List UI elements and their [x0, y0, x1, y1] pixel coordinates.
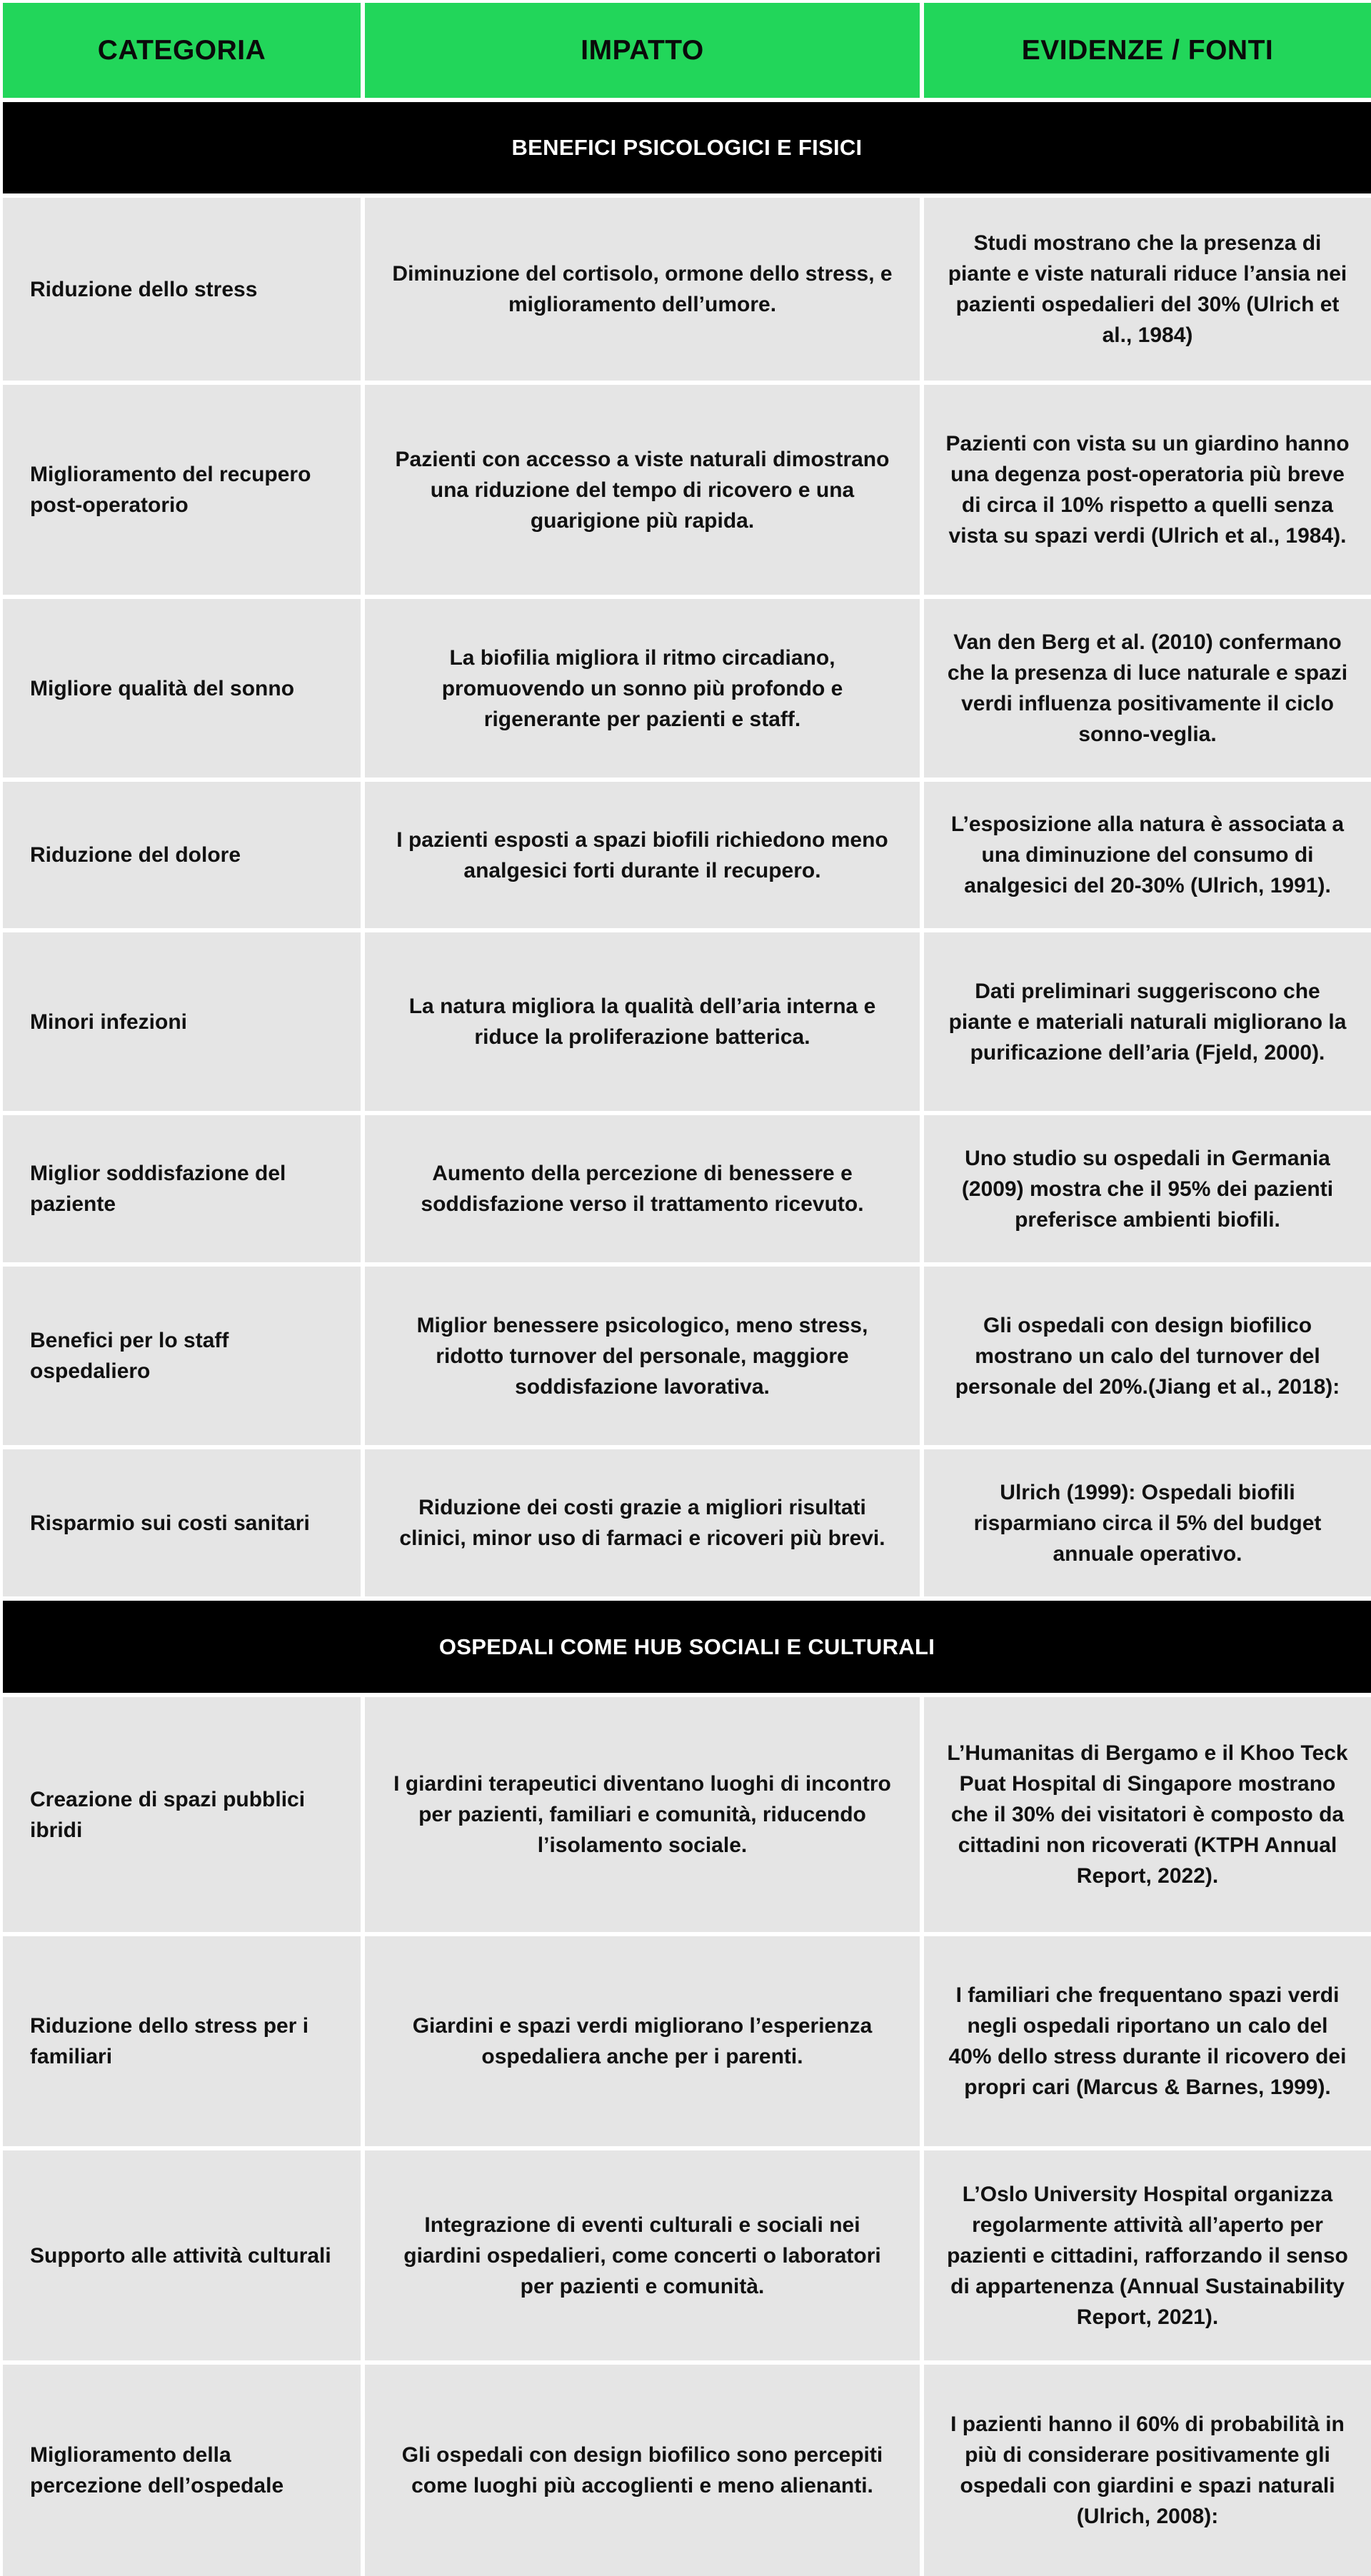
cell-categoria: Miglioramento del recupero post-operatorio: [3, 385, 361, 595]
header-impatto: IMPATTO: [365, 3, 920, 98]
cell-impatto: La biofilia migliora il ritmo circadiano, promuovendo un sonno più profondo e rigenerante per pazienti e staff.: [365, 599, 920, 778]
cell-impatto: Integrazione di eventi culturali e sociali nei giardini ospedalieri, come concerti o laboratori per pazienti e comunità.: [365, 2150, 920, 2360]
cell-categoria: Riduzione dello stress: [3, 198, 361, 381]
cell-categoria: Supporto alle attività culturali: [3, 2150, 361, 2360]
cell-categoria: Risparmio sui costi sanitari: [3, 1449, 361, 1596]
cell-impatto: Miglior benessere psicologico, meno stress, ridotto turnover del personale, maggiore soddisfazione lavorativa.: [365, 1267, 920, 1445]
header-categoria: CATEGORIA: [3, 3, 361, 98]
section-title: OSPEDALI COME HUB SOCIALI E CULTURALI: [3, 1601, 1371, 1693]
cell-impatto: Aumento della percezione di benessere e soddisfazione verso il trattamento ricevuto.: [365, 1115, 920, 1262]
cell-evidenze: Uno studio su ospedali in Germania (2009) mostra che il 95% dei pazienti preferisce ambienti biofili.: [924, 1115, 1371, 1262]
cell-evidenze: L’esposizione alla natura è associata a una diminuzione del consumo di analgesici del 20-30% (Ulrich, 1991).: [924, 782, 1371, 928]
cell-impatto: Pazienti con accesso a viste naturali dimostrano una riduzione del tempo di ricovero e una guarigione più rapida.: [365, 385, 920, 595]
cell-impatto: I giardini terapeutici diventano luoghi di incontro per pazienti, familiari e comunità, riducendo l’isolamento sociale.: [365, 1697, 920, 1932]
cell-evidenze: I familiari che frequentano spazi verdi negli ospedali riportano un calo del 40% dello stress durante il ricovero dei propri cari (Marcus & Barnes, 1999).: [924, 1936, 1371, 2146]
cell-impatto: Giardini e spazi verdi migliorano l’esperienza ospedaliera anche per i parenti.: [365, 1936, 920, 2146]
cell-impatto: La natura migliora la qualità dell’aria interna e riduce la proliferazione batterica.: [365, 932, 920, 1111]
cell-impatto: Riduzione dei costi grazie a migliori risultati clinici, minor uso di farmaci e ricoveri più brevi.: [365, 1449, 920, 1596]
cell-impatto: Gli ospedali con design biofilico sono percepiti come luoghi più accoglienti e meno alienanti.: [365, 2365, 920, 2576]
cell-evidenze: Studi mostrano che la presenza di piante e viste naturali riduce l’ansia nei pazienti ospedalieri del 30% (Ulrich et al., 1984): [924, 198, 1371, 381]
cell-categoria: Migliore qualità del sonno: [3, 599, 361, 778]
cell-evidenze: Pazienti con vista su un giardino hanno una degenza post-operatoria più breve di circa il 10% rispetto a quelli senza vista su spazi verdi (Ulrich et al., 1984).: [924, 385, 1371, 595]
cell-categoria: Miglior soddisfazione del paziente: [3, 1115, 361, 1262]
cell-categoria: Creazione di spazi pubblici ibridi: [3, 1697, 361, 1932]
header-evidenze: EVIDENZE / FONTI: [924, 3, 1371, 98]
cell-evidenze: L’Humanitas di Bergamo e il Khoo Teck Puat Hospital di Singapore mostrano che il 30% dei visitatori è composto da cittadini non ricoverati (KTPH Annual Report, 2022).: [924, 1697, 1371, 1932]
cell-categoria: Miglioramento della percezione dell’ospedale: [3, 2365, 361, 2576]
cell-categoria: Riduzione dello stress per i familiari: [3, 1936, 361, 2146]
cell-evidenze: Ulrich (1999): Ospedali biofili risparmiano circa il 5% del budget annuale operativo.: [924, 1449, 1371, 1596]
cell-categoria: Riduzione del dolore: [3, 782, 361, 928]
cell-evidenze: Van den Berg et al. (2010) confermano che la presenza di luce naturale e spazi verdi influenza positivamente il ciclo sonno-veglia.: [924, 599, 1371, 778]
cell-evidenze: L’Oslo University Hospital organizza regolarmente attività all’aperto per pazienti e cittadini, rafforzando il senso di appartenenza (Annual Sustainability Report, 2021).: [924, 2150, 1371, 2360]
cell-impatto: I pazienti esposti a spazi biofili richiedono meno analgesici forti durante il recupero.: [365, 782, 920, 928]
cell-categoria: Minori infezioni: [3, 932, 361, 1111]
section-title: BENEFICI PSICOLOGICI E FISICI: [3, 102, 1371, 193]
cell-evidenze: Gli ospedali con design biofilico mostrano un calo del turnover del personale del 20%.(Jiang et al., 2018):: [924, 1267, 1371, 1445]
cell-evidenze: Dati preliminari suggeriscono che piante e materiali naturali migliorano la purificazione dell’aria (Fjeld, 2000).: [924, 932, 1371, 1111]
cell-categoria: Benefici per lo staff ospedaliero: [3, 1267, 361, 1445]
cell-evidenze: I pazienti hanno il 60% di probabilità in più di considerare positivamente gli ospedali con giardini e spazi naturali (Ulrich, 2008):: [924, 2365, 1371, 2576]
cell-impatto: Diminuzione del cortisolo, ormone dello stress, e miglioramento dell’umore.: [365, 198, 920, 381]
